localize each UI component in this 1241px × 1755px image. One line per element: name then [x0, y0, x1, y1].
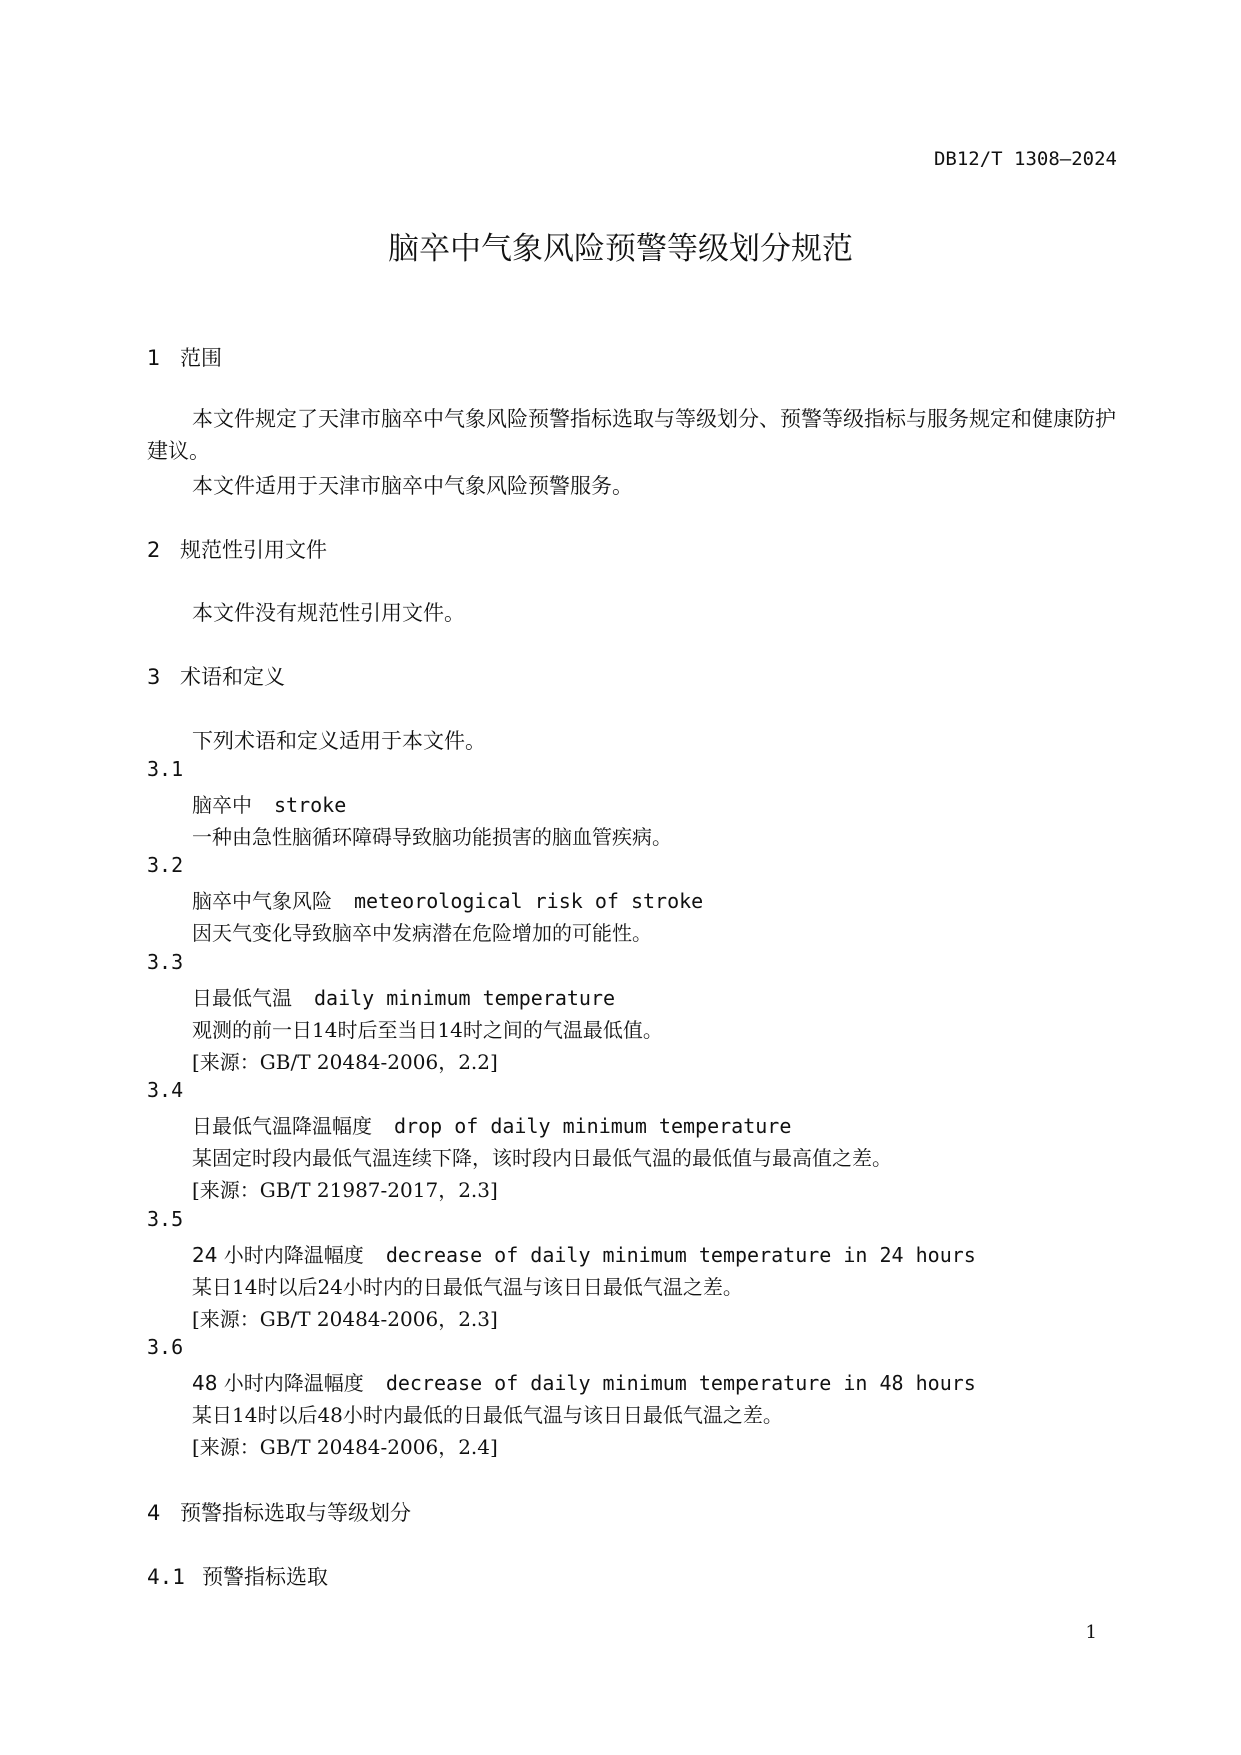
- section-3-heading: [147, 661, 285, 691]
- section-title: 预警指标选取与等级划分: [180, 1501, 411, 1525]
- term-zh: 脑卒中气象风险: [192, 889, 332, 913]
- section-title: 术语和定义: [180, 665, 285, 689]
- term-definition: 一种由急性脑循环障碍导致脑功能损害的脑血管疾病。: [192, 825, 672, 849]
- term-en: daily minimum temperature: [314, 986, 616, 1010]
- subsection-number: 4.1: [147, 1565, 185, 1589]
- section-number: 1: [147, 346, 161, 370]
- term-definition: 某日14时以后24小时内的日最低气温与该日日最低气温之差。: [192, 1275, 743, 1299]
- term-number: 3.3: [147, 950, 184, 974]
- subsection-4-1-heading: [147, 1561, 328, 1591]
- paragraph: 本文件没有规范性引用文件。: [192, 601, 465, 625]
- term-en: meteorological risk of stroke: [354, 889, 704, 913]
- paragraph: 本文件规定了天津市脑卒中气象风险预警指标选取与等级划分、预警等级指标与服务规定和健康防护建议。: [147, 407, 1116, 463]
- document-code: DB12/T 1308—2024: [933, 148, 1117, 170]
- term-heading: [192, 789, 346, 818]
- term-en: decrease of daily minimum temperature in 24 hours: [385, 1243, 976, 1267]
- term-definition: 某日14时以后48小时内最低的日最低气温与该日日最低气温之差。: [192, 1403, 783, 1427]
- term-source: [来源：GB/T 20484-2006，2.3]: [192, 1307, 498, 1331]
- term-source: [来源：GB/T 21987-2017，2.3]: [192, 1178, 498, 1202]
- section-2-heading: [147, 534, 327, 564]
- term-zh: 48 小时内降温幅度: [192, 1371, 364, 1395]
- term-number: 3.5: [147, 1207, 184, 1231]
- term-number: 3.6: [147, 1335, 184, 1359]
- document-title: 脑卒中气象风险预警等级划分规范: [388, 231, 853, 267]
- section-4-heading: [147, 1497, 411, 1527]
- term-definition: 某固定时段内最低气温连续下降，该时段内日最低气温的最低值与最高值之差。: [192, 1146, 892, 1170]
- term-zh: 日最低气温: [192, 986, 292, 1010]
- term-en: decrease of daily minimum temperature in 48 hours: [385, 1371, 976, 1395]
- term-number: 3.1: [147, 757, 184, 781]
- page-number: 1: [1085, 1622, 1097, 1643]
- term-number: 3.2: [147, 853, 184, 877]
- section-number: 3: [147, 665, 161, 689]
- term-source: [来源：GB/T 20484-2006，2.4]: [192, 1435, 498, 1459]
- paragraph: 本文件适用于天津市脑卒中气象风险预警服务。: [192, 474, 633, 498]
- term-zh: 日最低气温降温幅度: [192, 1114, 372, 1138]
- term-heading: [192, 1367, 976, 1396]
- term-definition: 观测的前一日14时后至当日14时之间的气温最低值。: [192, 1018, 663, 1042]
- term-zh: 24 小时内降温幅度: [192, 1243, 364, 1267]
- term-source: [来源：GB/T 20484-2006，2.2]: [192, 1050, 498, 1074]
- section-title: 规范性引用文件: [180, 538, 327, 562]
- term-en: drop of daily minimum temperature: [394, 1114, 792, 1138]
- section-number: 2: [147, 538, 161, 562]
- term-number: 3.4: [147, 1078, 184, 1102]
- term-heading: [192, 885, 703, 914]
- subsection-title: 预警指标选取: [202, 1565, 328, 1589]
- section-1-heading: [147, 342, 222, 372]
- term-definition: 因天气变化导致脑卒中发病潜在危险增加的可能性。: [192, 921, 652, 945]
- paragraph: 下列术语和定义适用于本文件。: [192, 729, 486, 753]
- term-heading: [192, 982, 615, 1011]
- term-heading: [192, 1239, 976, 1268]
- section-title: 范围: [180, 346, 222, 370]
- term-zh: 脑卒中: [192, 793, 252, 817]
- term-heading: [192, 1110, 791, 1139]
- section-number: 4: [147, 1501, 161, 1525]
- term-en: stroke: [274, 793, 347, 817]
